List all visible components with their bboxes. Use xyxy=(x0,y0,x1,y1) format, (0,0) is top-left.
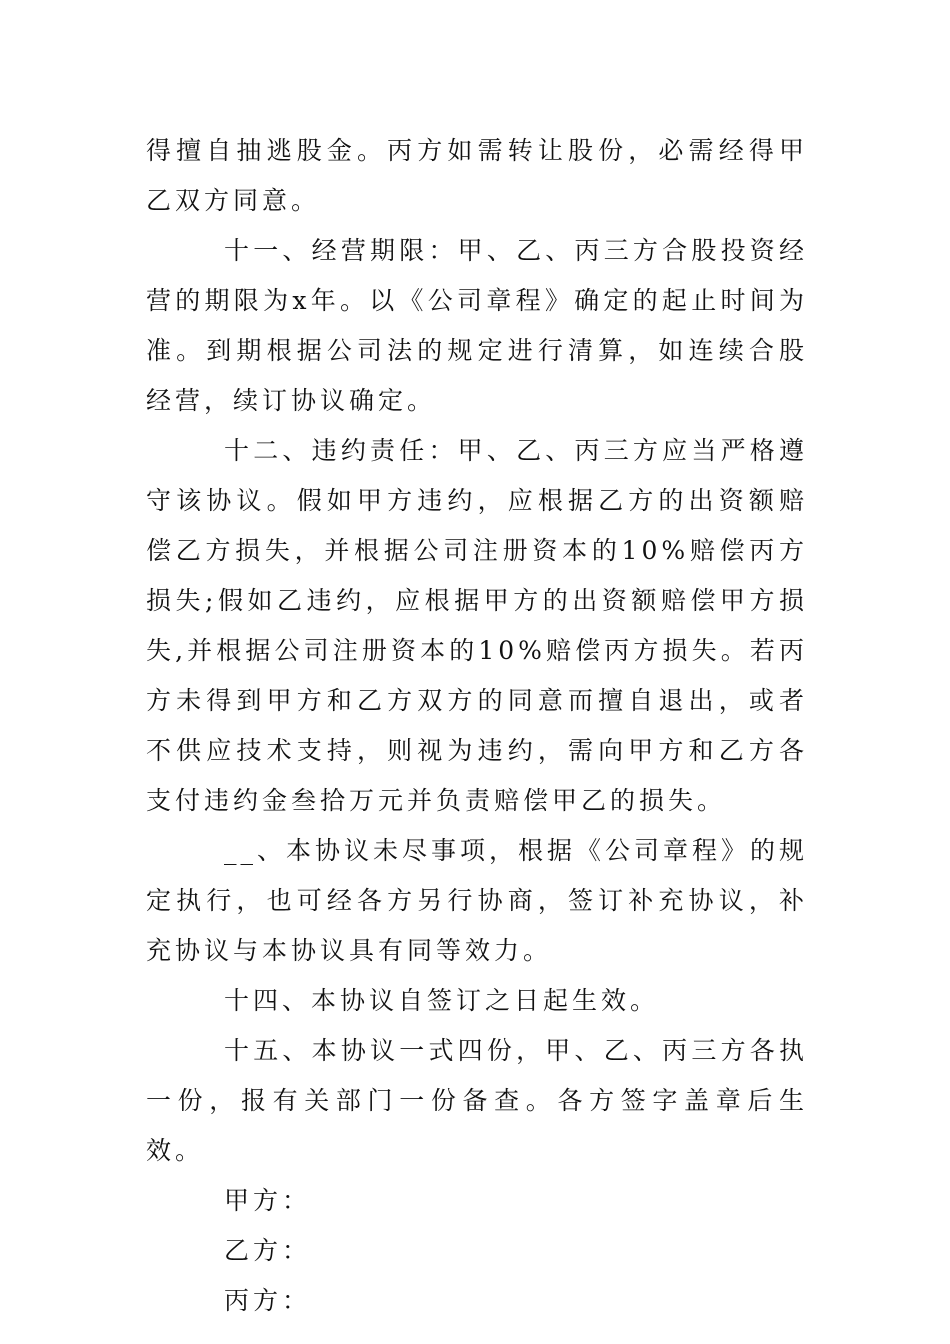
paragraph-continuation: 得擅自抽逃股金。丙方如需转让股份，必需经得甲乙双方同意。 xyxy=(146,136,808,215)
paragraph-term: 十一、经营期限：甲、乙、丙三方合股投资经营的期限为x年。以《公司章程》确定的起止时间为准。到期根据公司法的规定进行清算，如连续合股经营，续订协议确定。 xyxy=(146,236,808,415)
paragraph-effective: 十四、本协议自签订之日起生效。 xyxy=(224,986,660,1015)
signature-party-b: 乙方： xyxy=(224,1236,312,1265)
signature-party-c: 丙方： xyxy=(224,1286,312,1315)
signature-party-a: 甲方： xyxy=(224,1186,312,1215)
paragraph-liability: 十二、违约责任：甲、乙、丙三方应当严格遵守该协议。假如甲方违约，应根据乙方的出资额赔偿乙方损失，并根据公司注册资本的10%赔偿丙方损失;假如乙违约，应根据甲方的出资额赔偿甲方损失,并根据公司注册资本的10%赔偿丙方损失。若丙方未得到甲方和乙方双方的同意而擅自退出，或者不供应技术支持，则视为违约，需向甲方和乙方各支付违约金叁拾万元并负责赔偿甲乙的损失。 xyxy=(146,436,808,815)
paragraph-supplement: __、本协议未尽事项，根据《公司章程》的规定执行，也可经各方另行协商，签订补充协议，补充协议与本协议具有同等效力。 xyxy=(146,836,809,965)
paragraph-copies: 十五、本协议一式四份，甲、乙、丙三方各执一份，报有关部门一份备查。各方签字盖章后生效。 xyxy=(146,1036,808,1165)
document-body xyxy=(146,126,808,1326)
